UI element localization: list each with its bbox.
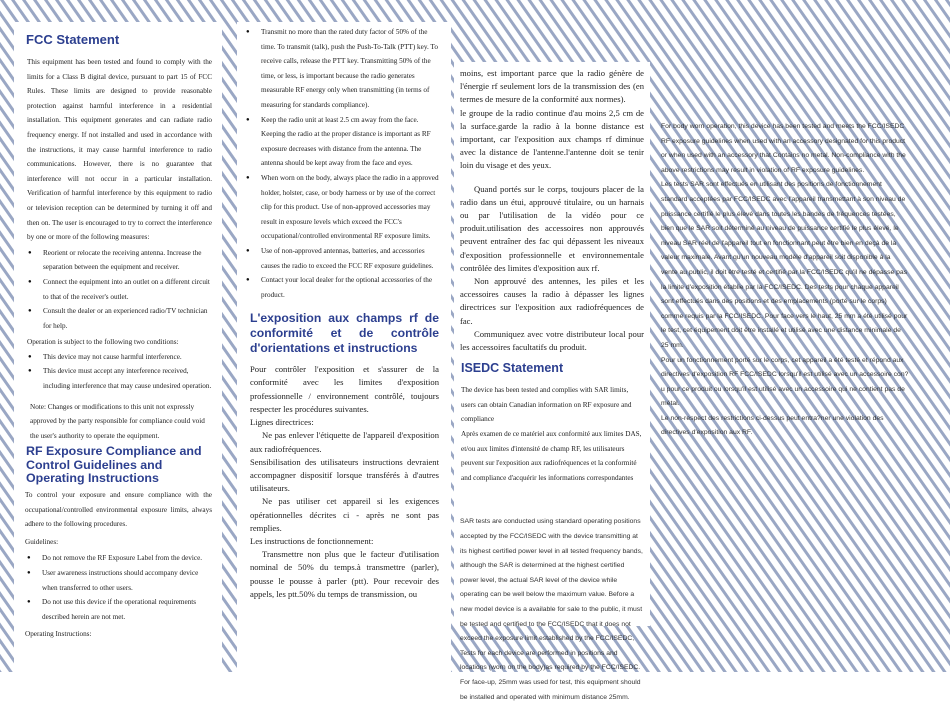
list-item: ● Transmit no more than the rated duty factor of 50% of the time. To transmit (talk), push the Push-To-Talk (PTT) key. To receive calls, release the PTT key. Transmitting 50% of the time, or less, is important because the radio generates measurable RF energy only when transmitting (in terms of measuring for standards compliance). <box>245 25 439 113</box>
rf-exposure-title: RF Exposure Compliance and Control Guidelines and Operating Instructions <box>26 444 202 486</box>
isedc-en-paragraph: The device has been tested and complies with SAR limits, users can obtain Canadian information on RF exposure and compliance <box>461 386 632 424</box>
guidelines-label: Guidelines: <box>25 537 59 546</box>
sar-fr-paragraph: Les tests SAR sont effectués en utilisant des positions de fonctionnement standard acceptées par FCC/ISEDC avec l'appareil transmettant à son niveau de puissance certifié le plus élevé dans toutes les bandes de fréquences testées, bien que le SAR soit déterminé au niveau de puissance certifié le plus élevé, le niveau SAR réel de l'appareil tout en fonctionnant peut être bien en deçà de la valeur maximale. Avant qu'un nouveau modèle d'appareil soit disponible à la vente au public, il doit être testé et certifié par la FCC/ISEDC qu'il ne dépasse pas la limite d'exposition établie par la FCC/ISEDC. Des tests pour chaque appareil sont effectués dans des positions et des emplacements (porté sur le corps) comme requis par la FCC/ISEDC. Pour face vers le haut, 25 mm a été utilisé pour le test, cet équipement doit être installé et utilisé avec une distance minimale de 25 mm. <box>661 181 908 349</box>
fr-antennes-paragraph: Non approuvé des antennes, les piles et les accessoires causes la radio à dépasser les lignes directrices sur l'exposition aux radiofréquences de fac. <box>460 276 644 326</box>
list-item: ● Reorient or relocate the receiving antenna. Increase the separation between the equipment and receiver. <box>27 246 212 275</box>
nonrespect-fr-paragraph: Le non-respect des restrictions ci-dessus peut entra?ner une violation des directives d'exposition aux RF. <box>661 414 884 437</box>
note-paragraph: Note: Changes or modifications to this unit not expressly approved by the party responsible for compliance could void the user's authority to operate the equipment. <box>30 402 205 440</box>
list-item: ● Contact your local dealer for the optional accessories of the product. <box>245 273 439 302</box>
fcc-statement-title: FCC Statement <box>26 32 120 47</box>
fr-exposure-title: L'exposition aux champs rf de conformité et de contrôle d'orientations et instructions <box>250 311 439 356</box>
list-item: ● This device must accept any interference received, including interference that may cause undesired operation. <box>27 364 212 393</box>
column-body-worn <box>655 118 917 448</box>
sar-paragraph: SAR tests are conducted using standard operating positions accepted by the FCC/ISEDC with the device transmitting at its highest certified power level in all tested frequency bands, although the SAR is determined at the highest certified power level, the actual SAR level of the device while operating can be well below the maximum value. Before a new model device is a available for sale to the public, it must be tested and certified to the FCC/ISEDC that it does not exceed the exposure limit established by the FCC/ISEDC, Tests for each device are performed in positions and locations (worn on the body)as required by the FCC/ISEDC. For face-up, 25mm was used for test, this equipment should be installed and operated with minimum distance 25mm. <box>460 518 643 701</box>
fr-transmit-paragraph: Transmettre non plus que le facteur d'utilisation nominal de 50% du temps.à transmettre (parler), pousse le pousse à parler (ptt). Pour recevoir des appels, les ptt.50% du temps de transmission, ou <box>250 549 439 599</box>
measures-list <box>14 246 222 334</box>
conditions-intro: Operation is subject to the following two conditions: <box>27 338 179 347</box>
porte-fr-paragraph: Pour un fonctionnement porté sur le corps, cet appareil a été testé et répond aux directives d'exposition RF FCC/ISEDC lorsqu'il est utilisé avec un accessoire con?u pour ce produit ou lorsqu'il est utilisé avec un accessoire qui ne contient pas de métal. <box>661 356 909 408</box>
column-operating-fr <box>237 22 451 672</box>
fr-directives-label: Lignes directrices: <box>250 417 314 428</box>
rf-intro-paragraph: To control your exposure and ensure compliance with the occupational/controlled environmental exposure limits, always adhere to the following procedures. <box>25 490 212 529</box>
operating-bullets <box>237 22 451 302</box>
fr-guidelines-block <box>237 363 451 601</box>
fcc-intro-paragraph: This equipment has been tested and found to comply with the limits for a Class B digital device, pursuant to part 15 of FCC Rules. These limits are designed to provide reasonable protection against harmful interference in a residential installation. This equipment generates and can radiate radio frequency energy. If not installed and used in accordance with the instructions, it may cause harmful interference to radio communications. However, there is no guarantee that interference will not occur in a particular installation. Verification of harmful interference by this equipment to radio or television reception can be determined by turning it off and then on. The user is encouraged to try to correct the interference by one or more of the following measures: <box>27 58 212 242</box>
fr-porte-paragraph: Quand portés sur le corps, toujours placer de la radio dans un étui, approuvé titulaire, ou un harnais ou par l'utilisation de la vidéo pour ce produit.utilisation des accessoires non approuvés peuvent entraîner des fac qui dépassent les niveaux d'exposition professionnelle et environnementale contrôlée des limites d'exposition aux rf. <box>460 183 644 273</box>
body-worn-paragraph: For body worn operation, this device has been tested and meets the FCC/ISEDC RF exposure guidelines when used with an accessory designated for this product or when used with an accessory that Contains no metal. Non-compliance with the above restrictions may result in violation of RF exposure guidelines. <box>661 123 906 174</box>
list-item: ● Do not remove the RF Exposure Label from the device. <box>26 551 212 566</box>
fr-communiquez-paragraph: Communiquez avec votre distributeur local pour les accessoires facultatifs du produit. <box>460 328 644 353</box>
fr-continuation: moins, est important parce que la radio génère de l'énergie rf seulement lors de la transmission des (en termes de mesure de la conformité aux normes). <box>460 68 644 105</box>
operating-instructions-label: Operating Instructions: <box>25 630 92 639</box>
isedc-statement-title: ISEDC Statement <box>461 361 564 376</box>
fr-directive: Ne pas enlever l'étiquette de l'appareil d'exposition aux radiofréquences. <box>250 430 439 454</box>
list-item: ● Connect the equipment into an outlet on a different circuit to that of the receiver's outlet. <box>27 275 212 304</box>
conditions-list <box>14 350 222 394</box>
guidelines-list <box>14 551 222 624</box>
fr-intro: Pour contrôler l'exposition et s'assurer de la conformité avec les limites d'exposition professionnelle / environnement contrôlé, toujours respecter les procédures suivantes. <box>250 364 439 414</box>
isedc-fr-paragraph: Après examen de ce matériel aux conformité aux limites DAS, et/ou aux limites d'intensité de champ RF, les utilisateurs peuvent sur l'exposition aux radiofréquences et la conformité and compliance d'acquérir les informations correspondantes <box>461 430 642 482</box>
column-fr-isedc-sar <box>454 62 650 701</box>
list-item: ● Consult the dealer or an experienced radio/TV technician for help. <box>27 304 212 333</box>
list-item: ● Do not use this device if the operational requirements described herein are not met. <box>26 595 212 624</box>
column-fcc <box>14 22 222 672</box>
list-item: ● Keep the radio unit at least 2.5 cm away from the face. Keeping the radio at the proper distance is important as RF exposure decreases with distance from the antenna. The antenna should be kept away from the face and eyes. <box>245 113 439 171</box>
fr-instructions-label: Les instructions de fonctionnement: <box>250 535 374 546</box>
fr-directive: Sensibilisation des utilisateurs instructions devraient accompagner dispositif lorsque transférés à d'autres utilisateurs. <box>250 456 439 494</box>
body-worn-block <box>655 118 917 441</box>
fr-continuation-block <box>454 62 650 354</box>
list-item: ● Use of non-approved antennas, batteries, and accessories causes the radio to exceed the FCC RF exposure guidelines. <box>245 244 439 273</box>
fr-directive: Ne pas utiliser cet appareil si les exigences opérationnelles décrites ci - après ne sont pas remplies. <box>250 496 439 533</box>
list-item: ● User awareness instructions should accompany device when transferred to other users. <box>26 566 212 595</box>
fr-groupe-paragraph: le groupe de la radio continue d'au moins 2,5 cm de la surface.garde la radio à la bonne distance est important, car l'exposition aux champs rf diminue avec la distance de l'antenne.l'antenne doit se tenir loin du visage et des yeux. <box>460 107 644 171</box>
isedc-block <box>454 383 650 485</box>
list-item: ● This device may not cause harmful interference. <box>27 350 212 365</box>
list-item: ● When worn on the body, always place the radio in a approved holder, holster, case, or body harness or by use of the correct clip for this product. Use of non-approved accessories may result in exposure levels which exceed the FCC's occupational/controlled environmental RF exposure limits. <box>245 171 439 244</box>
